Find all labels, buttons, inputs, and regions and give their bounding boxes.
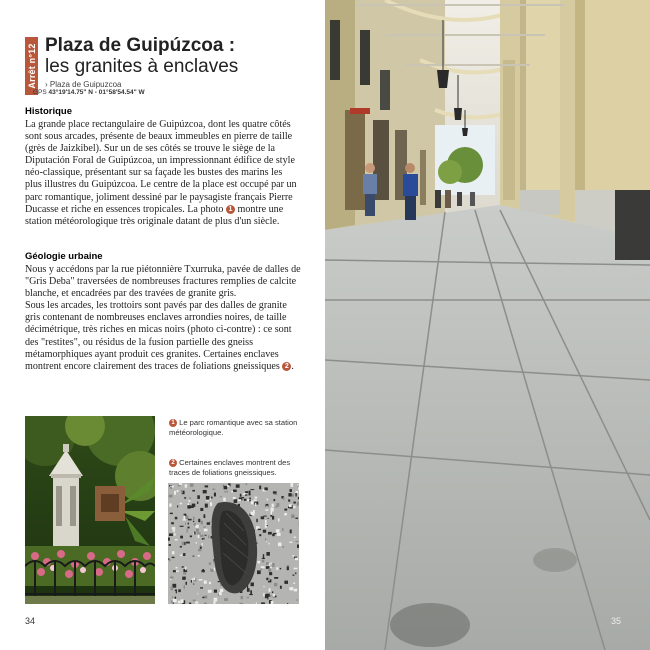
- historique-paragraph: [25, 119, 301, 228]
- photo-ref-1: 1: [226, 205, 235, 214]
- caption-1-text: Le parc romantique avec sa station météorologique.: [169, 418, 298, 437]
- arcade-photo: [325, 0, 650, 650]
- section-title-historique: Historique: [25, 106, 72, 117]
- geologie-paragraph-2: [25, 300, 301, 373]
- stop-label: Arrêt n°12: [26, 43, 37, 89]
- gps-value: 43°19'14.75" N - 01°58'54.54" W: [48, 89, 145, 96]
- park-weather-station-photo: [25, 416, 155, 604]
- geologie-paragraph-1: Nous y accédons par la rue piétonnière Txurruka, pavée de dalles de "Gris Deba" traversées de nombreuses fractures remplies de calcite blanche, et encadrées par des travées de granite gris.: [25, 264, 301, 300]
- gps-coordinates: [33, 89, 145, 96]
- caption-2-text: Certaines enclaves montrent des traces de foliations gneissiques.: [169, 458, 291, 477]
- page-subtitle: les granites à enclaves: [45, 56, 239, 77]
- page-number-left: 34: [25, 616, 36, 626]
- caption-2-number: 2: [169, 459, 177, 467]
- granite-enclave-photo: [168, 483, 299, 604]
- page-title: Plaza de Guipúzcoa :: [45, 35, 236, 56]
- geologie-text-end: .: [291, 360, 294, 372]
- caption-1-number: 1: [169, 419, 177, 427]
- photo-ref-2: 2: [282, 362, 291, 371]
- stop-number-tab: [25, 37, 38, 95]
- caption-2: [169, 458, 309, 477]
- historique-text-start: La grande place rectangulaire de Guipúzcoa, dont les quatre côtés sont sous arcades, présente de beaux immeubles en pierre de taille (grès de Jaizkibel). Sur un de ses côtés se trouve le siège de la Diputación Foral de Guipúzcoa, un impressionnant édifice de style néo-classique, présentant sur sa façade les bustes des marins les plus illustres du Guipúzcoa. Le centre de la place est occupé par un parc romantique, joliment dessiné par le paysagiste français Pierre Ducasse et riche en essences tropicales. La photo: [25, 119, 297, 215]
- historique-text: [25, 119, 301, 228]
- location-label: › Plaza de Guipuzcoa: [45, 80, 122, 89]
- section-title-geologie: Géologie urbaine: [25, 251, 103, 262]
- historique-text-end: montre une station météorologique très originale datant de plus d'un siècle.: [25, 203, 284, 227]
- geologie-text-start: Sous les arcades, les trottoirs sont pavés par des dalles de granite gris contenant de nombreuses enclaves arrondies noires, de taille décimétrique, très riches en micas noirs (photo ci-contre) : ce sont des "restites", ou résidus de la fusion partielle des gneiss métamorphiques ayant produit ces granites. Certaines enclaves montrent encore clairement des traces de foliations gneissiques: [25, 300, 292, 372]
- page-number-right: 35: [611, 616, 622, 626]
- gps-prefix: GPS: [33, 89, 47, 96]
- caption-1: [169, 418, 309, 437]
- geologie-text: [25, 264, 301, 373]
